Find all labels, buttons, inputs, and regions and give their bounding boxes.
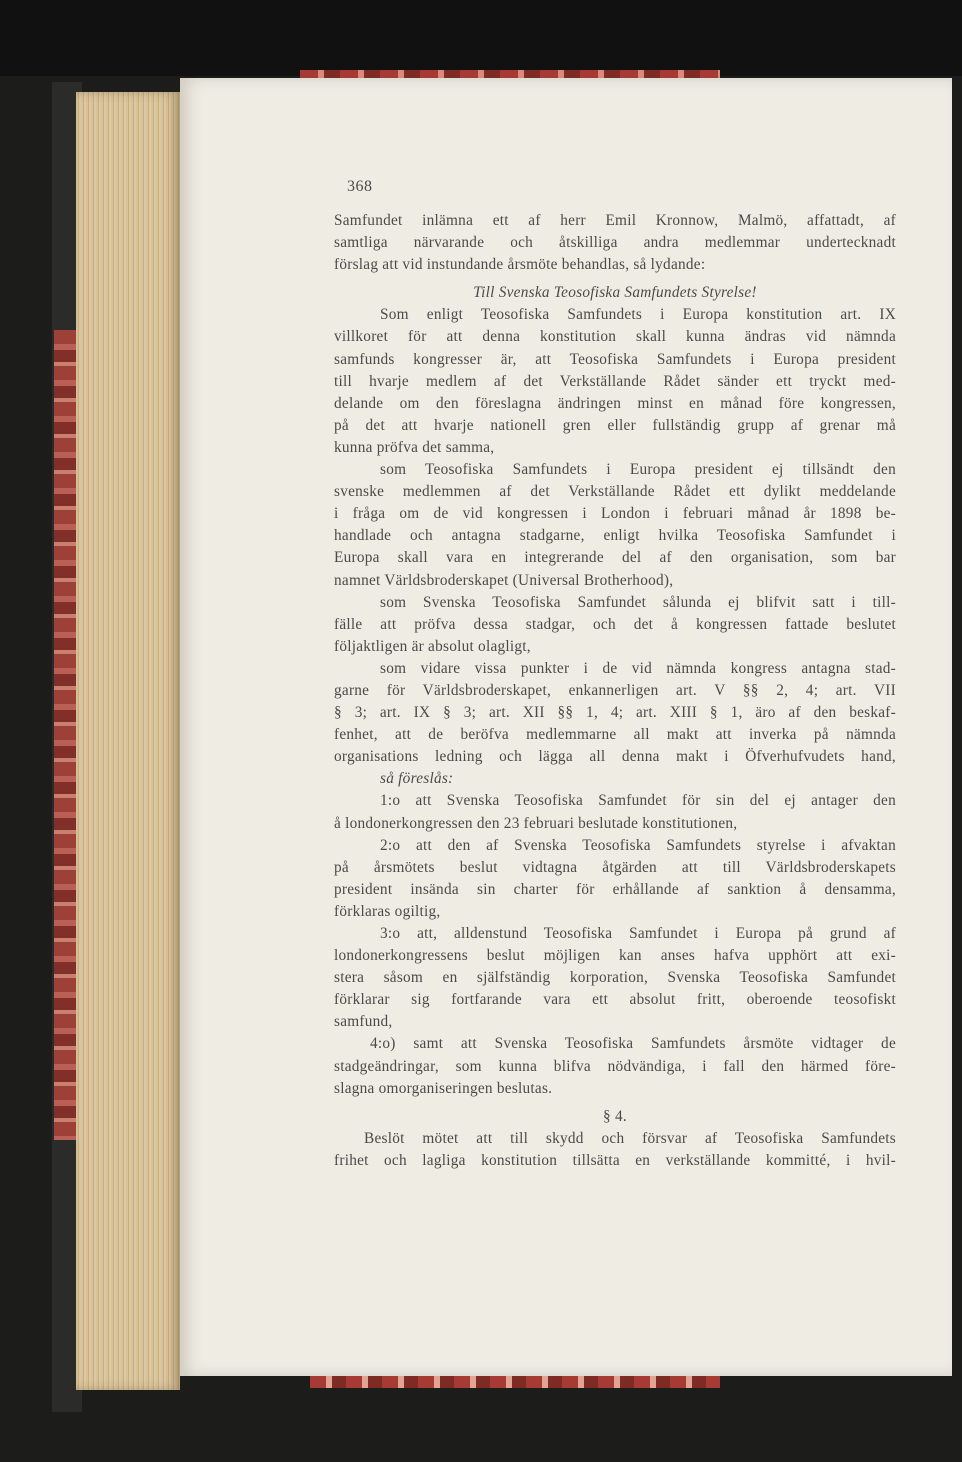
text-line: organisations ledning och lägga all denna makt i Öfverhufvudets hand, [334, 748, 896, 766]
text-line: på årsmötets beslut vidtagna åtgärden att till Världsbroderskapets [334, 858, 896, 876]
text-line: 1:o att Svenska Teosofiska Samfundet för sin del ej antager den [380, 792, 896, 810]
text-line: Samfundet inlämna ett af herr Emil Kronnow, Malmö, affattadt, af [334, 212, 896, 229]
text-line: som Teosofiska Samfundets i Europa president ej tillsändt den [380, 461, 896, 479]
text-line: som vidare vissa punkter i de vid nämnda kongress antagna stad- [380, 659, 896, 677]
text-line: stera såsom en själfständig korporation, Svenska Teosofiska Samfundet [334, 969, 896, 987]
text-line: förslag att vid instundande årsmöte behandlas, så lydande: [334, 256, 706, 274]
text-line: Som enligt Teosofiska Samfundets i Europa konstitution art. IX [380, 306, 896, 324]
text-line: Till Svenska Teosofiska Samfundets Styrelse! [473, 284, 757, 302]
text-line: handlade och antagna stadgarne, enligt hvilka Teosofiska Samfundet i [334, 527, 896, 545]
text-line: garne för Världsbroderskapet, enkannerligen art. V §§ 2, 4; art. VII [334, 681, 896, 699]
text-line: som Svenska Teosofiska Samfundet sålunda ej blifvit satt i till- [380, 593, 896, 611]
text-line: förklarar sig fortfarande vara ett absolut fritt, oberoende teosofiskt [334, 991, 896, 1009]
text-line: namnet Världsbroderskapet (Universal Brotherhood), [334, 571, 674, 589]
text-line: slagna omorganiseringen beslutas. [334, 1079, 553, 1097]
page-number: 368 [347, 178, 373, 195]
text-line: londonerkongressens beslut möjligen kan anses hafva upphört att exi- [334, 947, 896, 965]
page-text [334, 210, 896, 1172]
text-line: delande om den föreslagna ändringen minst en månad före kongressen, [334, 394, 896, 412]
text-line: samfunds kongresser är, att Teosofiska Samfundets i Europa president [334, 350, 896, 368]
page-block-edges [76, 92, 180, 1390]
text-line: frihet och lagliga konstitution tillsätta en verkställande kommitté, i hvil- [334, 1151, 896, 1169]
text-line: samtliga närvarande och åtskilliga andra medlemmar undertecknadt [334, 234, 896, 252]
scan-top-edge [0, 0, 962, 76]
text-line: samfund, [334, 1013, 393, 1031]
text-line: fenhet, att de beröfva medlemmarne all makt att inverka på nämnda [334, 726, 896, 744]
marbled-edge-left [54, 330, 76, 1140]
text-line: följaktligen är absolut olagligt, [334, 637, 531, 655]
text-line: svenske medlemmen af det Verkställande Rådet ett dylikt meddelande [334, 483, 896, 501]
text-line: till hvarje medlem af det Verkställande Rådet sänder ett tryckt med- [334, 372, 896, 390]
text-line: 3:o att, alldenstund Teosofiska Samfundet i Europa på grund af [380, 925, 896, 942]
text-line: å londonerkongressen den 23 februari beslutade konstitutionen, [334, 814, 738, 832]
text-line: villkoret för att denna konstitution skall kunna ändras vid nämnda [334, 328, 896, 346]
text-line: 4:o) samt att Svenska Teosofiska Samfundets årsmöte vidtager de [370, 1035, 896, 1053]
text-line: Beslöt mötet att till skydd och försvar af Teosofiska Samfundets [364, 1129, 896, 1147]
text-line: på det att hvarje nationell gren eller fullständig grupp af grenar må [334, 416, 896, 434]
text-line: § 4. [603, 1107, 627, 1125]
text-line: § 3; art. IX § 3; art. XII §§ 1, 4; art. XIII § 1, äro af den beskaf- [334, 704, 896, 722]
text-line: så föreslås: [380, 770, 454, 788]
text-line: i fråga om de vid kongressen i London i februari månad år 1898 be- [334, 505, 896, 523]
text-line: kunna pröfva det samma, [334, 438, 495, 456]
text-line: 2:o att den af Svenska Teosofiska Samfundets styrelse i afvaktan [380, 836, 896, 854]
text-line: Europa skall vara en integrerande del af den organisation, som bar [334, 549, 896, 567]
text-line: president insända sin charter för erhållande af sanktion å densamma, [334, 880, 896, 898]
text-line: förklaras ogiltig, [334, 902, 441, 920]
text-line: fälle att pröfva dessa stadgar, och det å kongressen fattade beslutet [334, 615, 896, 633]
text-line: stadgeändringar, som kunna blifva nödvändiga, i fall den härmed före- [334, 1057, 896, 1075]
